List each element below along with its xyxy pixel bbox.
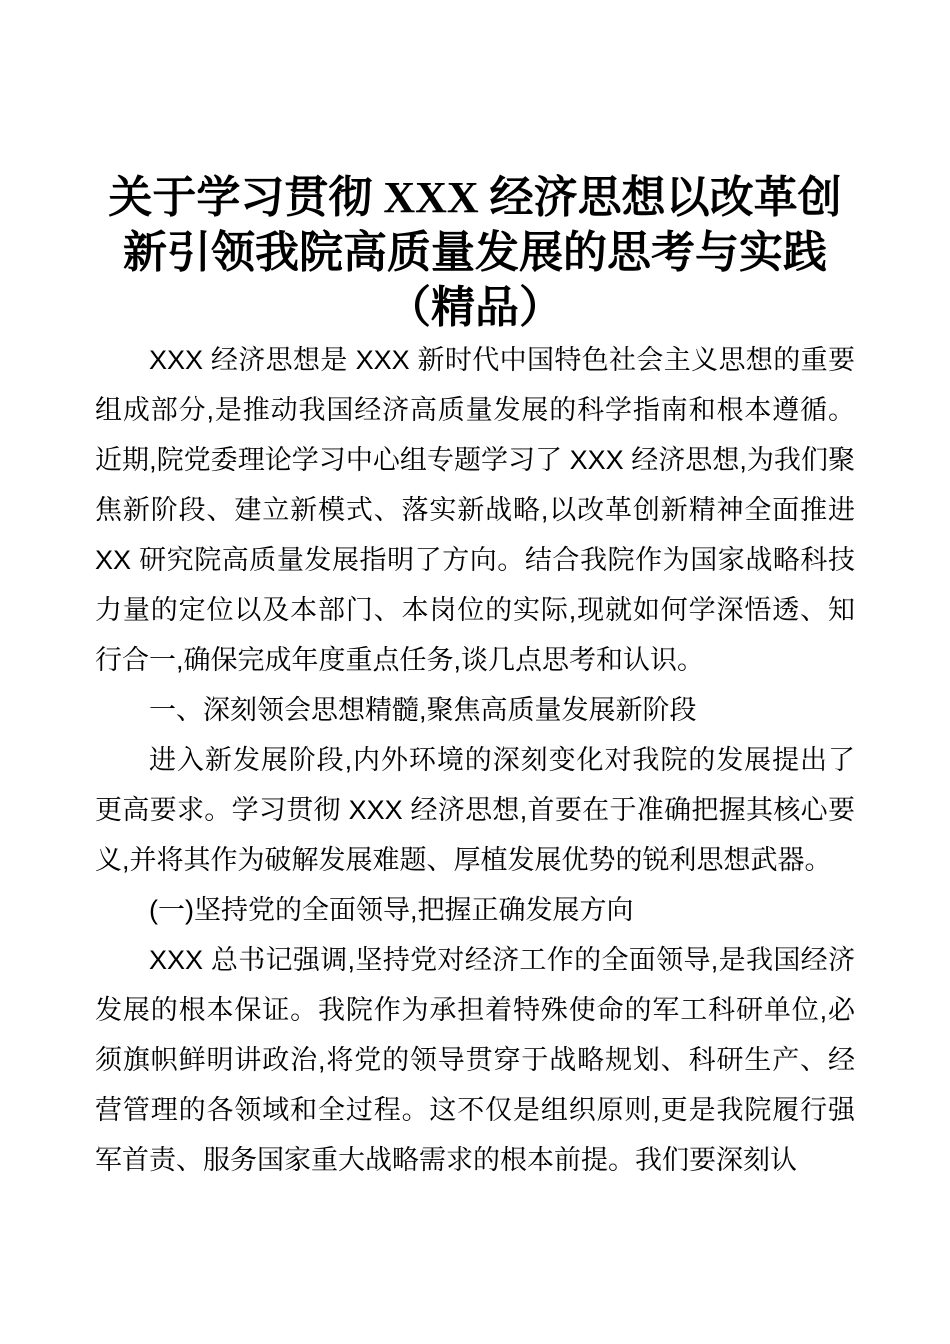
paragraph-intro: XXX 经济思想是 XXX 新时代中国特色社会主义思想的重要组成部分,是推动我国经济高质量发展的科学指南和根本遵循。近期,院党委理论学习中心组专题学习了 XXX 经济思想,为我们聚焦新阶段、建立新模式、落实新战略,以改革创新精神全面推进 XX 研究院高质量发展指明了方向。结合我院作为国家战略科技力量的定位以及本部门、本岗位的实际,现就如何学深悟透、知行合一,确保完成年度重点任务,谈几点思考和认识。 [95, 345, 855, 675]
paragraph-subsection-1-1: XXX 总书记强调,坚持党对经济工作的全面领导,是我国经济发展的根本保证。我院作为承担着特殊使命的军工科研单位,必须旗帜鲜明讲政治,将党的领导贯穿于战略规划、科研生产、经营管理的各领域和全过程。这不仅是组织原则,更是我院履行强军首责、服务国家重大战略需求的根本前提。我们要深刻认 [95, 945, 855, 1175]
subsection-heading-1-1: (一)坚持党的全面领导,把握正确发展方向 [149, 895, 634, 925]
paragraph-section-1: 进入新发展阶段,内外环境的深刻变化对我院的发展提出了更高要求。学习贯彻 XXX 经济思想,首要在于准确把握其核心要义,并将其作为破解发展难题、厚植发展优势的锐利思想武器。 [95, 745, 855, 875]
section-heading-1: 一、深刻领会思想精髓,聚焦高质量发展新阶段 [149, 695, 697, 725]
document-title: 关于学习贯彻 XXX 经济思想以改革创新引领我院高质量发展的思考与实践（精品） [108, 173, 842, 332]
